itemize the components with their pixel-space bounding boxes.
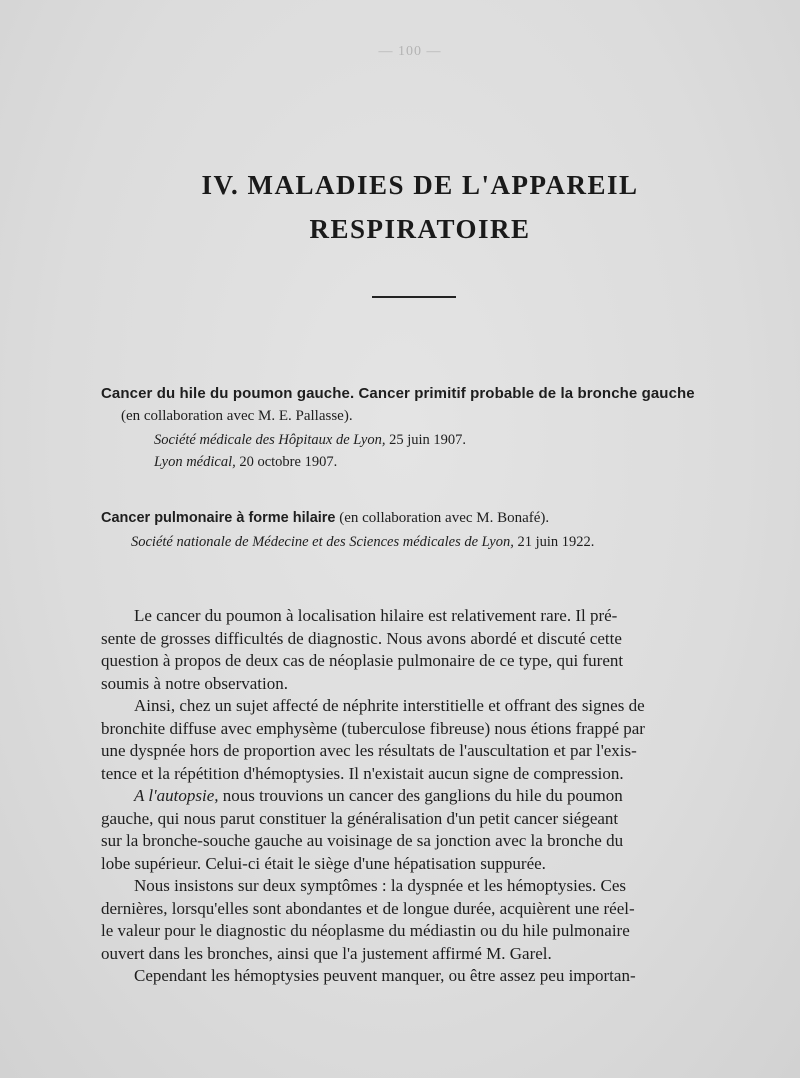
entry-1-source-2-date: 20 octobre 1907. [239,454,338,470]
chapter-title-line-1: IV. MALADIES DE L'APPAREIL [201,170,639,200]
page-number: — 100 — [378,44,442,59]
body-line: Nous insistons sur deux symptômes : la dyspnée et les hémoptysies. Ces [134,876,627,895]
body-line: Cependant les hémoptysies peuvent manquer, ou être assez peu importan- [134,966,636,985]
entry-1-collab: (en collaboration avec M. E. Pallasse). [121,408,353,424]
entry-2-source-1-date: 21 juin 1922. [517,534,595,550]
body-line: bronchite diffuse avec emphysème (tuberculose fibreuse) nous étions frappé par [101,718,645,738]
entry-1-source-1-date: 25 juin 1907. [389,432,467,448]
body-line: dernières, lorsqu'elles sont abondantes et de longue durée, acquièrent une réel- [101,898,635,918]
entry-1-source-2-journal: Lyon médical, [154,454,236,470]
entry-2-title: Cancer pulmonaire à forme hilaire [101,510,336,526]
entry-2-source-1 [101,531,741,553]
chapter-title-line-2: RESPIRATOIRE [309,214,531,244]
title-divider [372,296,456,298]
body-line: soumis à notre observation. [101,673,288,693]
body-line-autopsie [101,785,726,808]
body-line: Le cancer du poumon à localisation hilaire est relativement rare. Il pré- [134,606,618,625]
entry-1-source-1 [101,429,741,451]
body-line-rest: nous trouvions un cancer des ganglions du hile du poumon [222,786,623,805]
entry-2-heading [101,507,741,529]
autopsie-label: A l'autopsie, [134,786,219,805]
bibliography-entry-2 [101,507,741,553]
body-line: gauche, qui nous parut constituer la généralisation d'un petit cancer siégeant [101,808,619,828]
entry-2-collab: (en collaboration avec M. Bonafé). [339,510,550,526]
body-line: tence et la répétition d'hémoptysies. Il n'existait aucun signe de compression. [101,763,624,783]
body-line: une dyspnée hors de proportion avec les résultats de l'auscultation et par l'exis- [101,741,637,760]
body-line: Ainsi, chez un sujet affecté de néphrite interstitielle et offrant des signes de [134,696,645,715]
body-line: le valeur pour le diagnostic du néoplasme du médiastin ou du hile pulmonaire [101,921,630,940]
entry-1-source-1-journal: Société médicale des Hôpitaux de Lyon, [154,432,386,448]
entry-1-source-2 [101,451,741,473]
body-line: ouvert dans les bronches, ainsi que l'a justement affirmé M. Garel. [101,943,552,963]
body-line: sente de grosses difficultés de diagnostic. Nous avons abordé et discuté cette [101,628,622,648]
bibliography-entry-1 [101,383,741,473]
body-line: lobe supérieur. Celui-ci était le siège d'une hépatisation suppurée. [101,853,546,873]
body-line: question à propos de deux cas de néoplasie pulmonaire de ce type, qui furent [101,651,624,670]
body-line: sur la bronche-souche gauche au voisinage de sa jonction avec la bronche du [101,831,624,850]
body-text [101,605,726,988]
entry-2-source-1-journal: Société nationale de Médecine et des Sciences médicales de Lyon, [131,534,514,550]
entry-1-title: Cancer du hile du poumon gauche. Cancer primitif probable de la bronche gauche [101,385,695,402]
chapter-title [100,163,740,251]
